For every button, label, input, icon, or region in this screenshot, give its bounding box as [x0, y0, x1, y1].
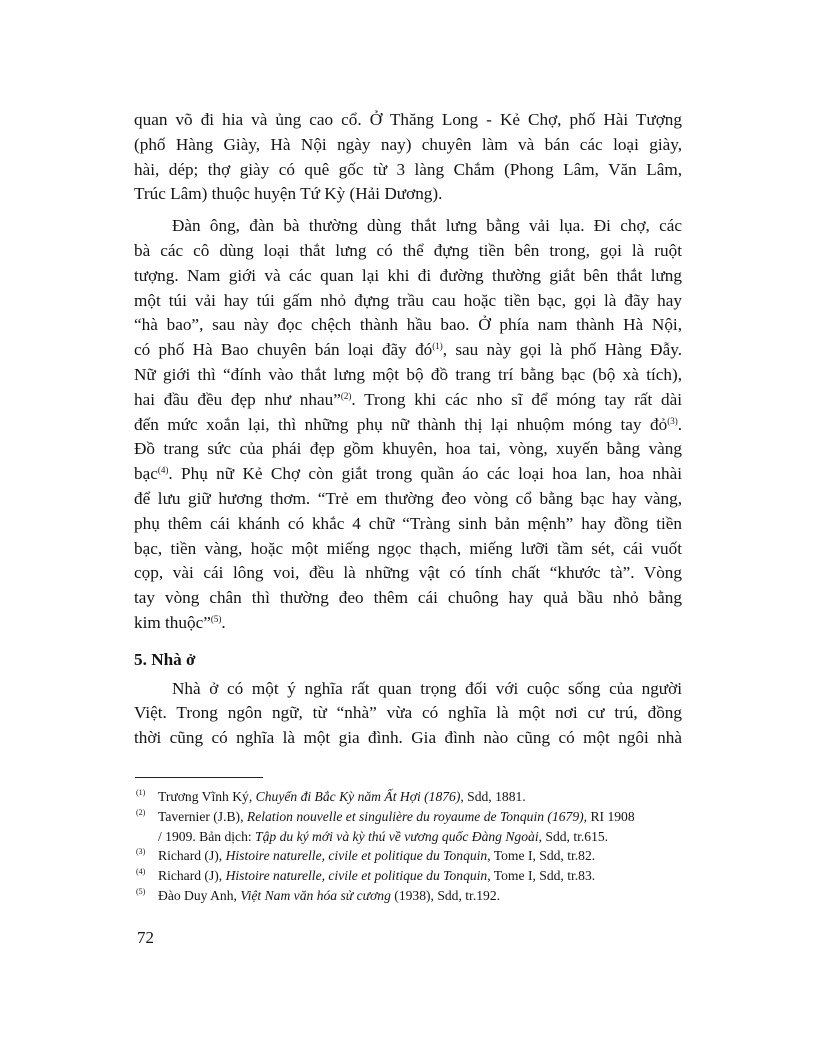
footnote-ref-3[interactable]: (3) [667, 415, 678, 426]
text-line: bạc, tiền vàng, hoặc một miếng ngọc thạch, miếng lưỡi tầm sét, cái vuốt [134, 538, 682, 558]
text-line: Trúc Lâm) thuộc huyện Tứ Kỳ (Hải Dương). [134, 184, 443, 204]
text-line: Việt. Trong ngôn ngữ, từ “nhà” vừa có nghĩa là một nơi cư trú, đồng [134, 703, 682, 723]
text-run: . Phụ nữ Kẻ Chợ còn giắt trong quần áo các loại hoa lan, hoa nhài [168, 464, 682, 484]
footnote-text: Trương Vĩnh Ký, [158, 789, 256, 804]
text-line [134, 413, 682, 438]
footnote-mark: (2) [136, 807, 146, 817]
footnote-text: , Sdd, tr.615. [538, 828, 609, 844]
page-number: 72 [137, 928, 154, 947]
text-line [134, 462, 682, 487]
footnote-3 [136, 846, 696, 866]
text-line: bà các cô dùng loại thắt lưng có thể đựng tiền bên trong, gọi là ruột [134, 240, 682, 260]
text-line: cọp, vài cái lông voi, đều là những vật có tính chất “khước tà”. Vòng [134, 563, 682, 583]
text-run: đến mức xoắn lại, thì những phụ nữ thành thị lại nhuộm móng tay đỏ [134, 414, 668, 434]
footnote-2 [136, 807, 696, 847]
footnote-ref-4[interactable]: (4) [157, 465, 169, 476]
text-run: hai đầu đều đẹp như nhau” [134, 389, 341, 409]
text-line [134, 388, 682, 413]
footnote-mark: (4) [136, 867, 146, 877]
footnote-text: , Sdd, 1881. [460, 789, 526, 804]
footnote-text: Richard (J), [158, 848, 226, 864]
footnote-text: Đào Duy Anh, [158, 887, 241, 903]
text-line: (phố Hàng Giày, Hà Nội ngày nay) chuyên làm và bán các loại giày, [134, 134, 682, 154]
section-heading: 5. Nhà ở [134, 649, 196, 669]
footnote-title: Relation nouvelle et singulière du royaume de Tonquin (1679), [246, 808, 588, 824]
text-run: . [221, 612, 226, 632]
text-line: tượng. Nam giới và các quan lại khi đi đường thường giắt bên thắt lưng [134, 265, 682, 285]
text-line [134, 611, 682, 636]
footnote-text: Tavernier (J.B), [158, 808, 247, 824]
text-line: “hà bao”, sau này đọc chệch thành hầu bao. Ở phía nam thành Hà Nội, [134, 315, 682, 335]
text-run: có phố Hà Bao chuyên bán loại đãy đó [134, 340, 433, 360]
text-line: Nữ giới thì “đính vào thắt lưng một bộ đồ trang trí bằng bạc (bộ xà tích), [134, 364, 682, 384]
text-line: thời cũng có nghĩa là một gia đình. Gia đình nào cũng có một ngôi nhà [134, 728, 682, 748]
footnote-mark: (1) [136, 788, 146, 797]
text-line: để lưu giữ hương thơm. “Trẻ em thường đeo vòng cổ bằng bạc hay vàng, [134, 488, 682, 508]
footnote-mark: (3) [136, 847, 146, 857]
footnote-title: Histoire naturelle, civile et politique du Tonquin [225, 848, 488, 864]
text-line: Nhà ở có một ý nghĩa rất quan trọng đối với cuộc sống của người [172, 678, 682, 698]
text-line: Đồ trang sức của phái đẹp gồm khuyên, hoa tai, vòng, xuyến bằng vàng [134, 439, 682, 459]
text-line: Đàn ông, đàn bà thường dùng thắt lưng bằng vải lụa. Đi chợ, các [172, 216, 682, 236]
footnote-title: Chuyến đi Bắc Kỳ năm Ất Hợi (1876) [255, 789, 461, 804]
footnote-title: Việt Nam văn hóa sử cương [240, 887, 391, 903]
text-run: . Trong khi các nho sĩ để móng tay rất dài [351, 389, 682, 409]
text-line: phụ thêm cái khánh có khắc 4 chữ “Tràng sinh bản mệnh” hay đồng tiền [134, 513, 682, 533]
footnotes [136, 787, 696, 906]
footnote-text: , Tome I, Sdd, tr.82. [487, 848, 596, 864]
footnote-mark: (5) [136, 886, 146, 896]
text-line: tay vòng chân thì thường đeo thêm cái chuông hay quả bầu nhỏ bằng [134, 588, 682, 608]
page-body [134, 108, 682, 751]
text-run: bạc [134, 464, 158, 484]
footnote-text: , Tome I, Sdd, tr.83. [487, 868, 596, 884]
footnote-title: Tập du ký mới và kỳ thú về vương quốc Đàng Ngoài [255, 828, 539, 844]
text-run: . [677, 414, 682, 434]
footnote-separator [135, 777, 263, 778]
footnote-text: (1938), Sdd, tr.192. [390, 887, 501, 903]
footnote-ref-1[interactable]: (1) [432, 341, 443, 352]
footnote-5 [136, 886, 696, 906]
text-run: kim thuộc” [134, 612, 211, 632]
paragraph-accessories [134, 214, 682, 636]
footnote-text: Richard (J), [158, 868, 226, 884]
text-line [134, 338, 682, 363]
footnote-text: RI 1908 [587, 808, 635, 824]
paragraph-housing [134, 677, 682, 751]
text-line: một túi vải hay túi gấm nhỏ đựng trầu cau hoặc tiền bạc, gọi là đãy hay [134, 290, 682, 310]
footnote-ref-2[interactable]: (2) [340, 390, 352, 401]
paragraph-footwear [134, 108, 682, 207]
text-line: quan võ đi hia và ủng cao cổ. Ở Thăng Long - Kẻ Chợ, phố Hài Tượng [134, 110, 682, 129]
footnote-text: / 1909. Bản dịch: [158, 828, 256, 844]
footnote-1 [136, 787, 696, 807]
text-run: , sau này gọi là phố Hàng Đẫy. [442, 340, 682, 360]
footnote-4 [136, 866, 696, 886]
footnote-ref-5[interactable]: (5) [210, 613, 222, 624]
text-line: hài, dép; thợ giày có quê gốc từ 3 làng Chắm (Phong Lâm, Văn Lâm, [134, 159, 682, 179]
footnote-title: Histoire naturelle, civile et politique du Tonquin [225, 868, 488, 884]
